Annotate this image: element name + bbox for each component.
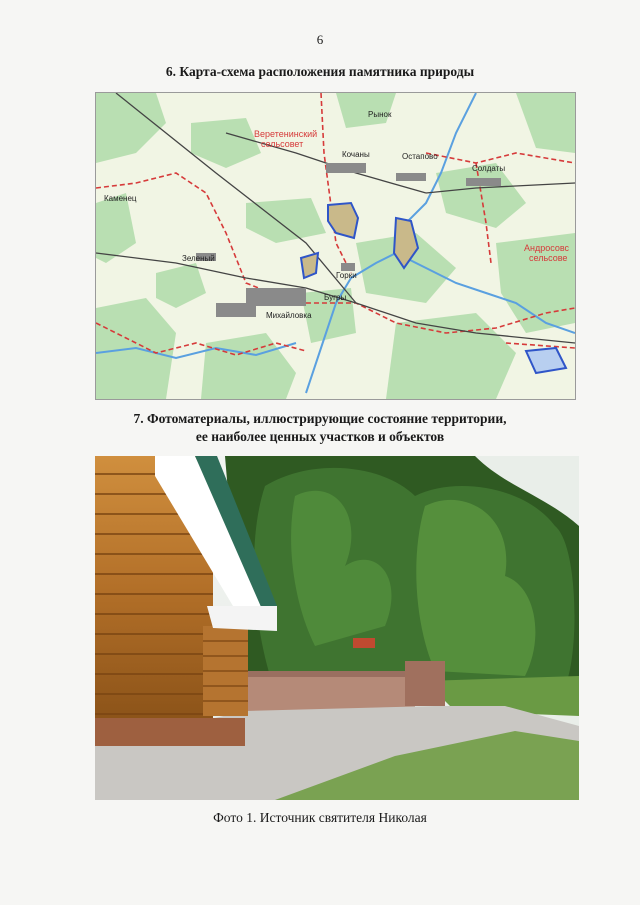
- photo-spring-of-st-nicholas: [95, 456, 579, 800]
- trees: [225, 456, 579, 696]
- map-label-gorki: Горки: [336, 271, 357, 280]
- signboard: [353, 638, 375, 648]
- page-number: 6: [316, 32, 324, 47]
- section-7-heading: [0, 410, 640, 446]
- map-label-rynok: Рынок: [368, 110, 392, 119]
- map-label-soldaty: Солдаты: [472, 164, 506, 173]
- map-label-androsovo-2: сельсове: [529, 253, 568, 263]
- map-label-mikhaylovka: Михайловка: [266, 311, 312, 320]
- map-label-bugry: Бугры: [324, 293, 347, 302]
- map-label-kamenets: Каменец: [104, 194, 137, 203]
- map-label-zelenyi: Зеленый: [182, 254, 215, 263]
- section-7-heading-line-2: ее наиболее ценных участков и объектов: [195, 429, 445, 444]
- section-6-heading: 6. Карта-схема расположения памятника природы: [165, 64, 475, 79]
- map-label-kochany: Кочаны: [342, 150, 370, 159]
- photo-graphic: [95, 456, 579, 800]
- location-map: [95, 92, 576, 400]
- map-label-androsovo: Андросовс: [524, 243, 570, 253]
- photo-caption: Фото 1. Источник святителя Николая: [213, 810, 427, 825]
- map-label-veretenino-2: сельсовет: [261, 139, 304, 149]
- map-label-ostapovo: Остапово: [402, 152, 438, 161]
- map-graphic: [96, 93, 575, 399]
- section-7-heading-line-1: 7. Фотоматериалы, иллюстрирующие состояние территории,: [133, 411, 507, 426]
- map-label-veretenino: Веретенинский: [254, 129, 318, 139]
